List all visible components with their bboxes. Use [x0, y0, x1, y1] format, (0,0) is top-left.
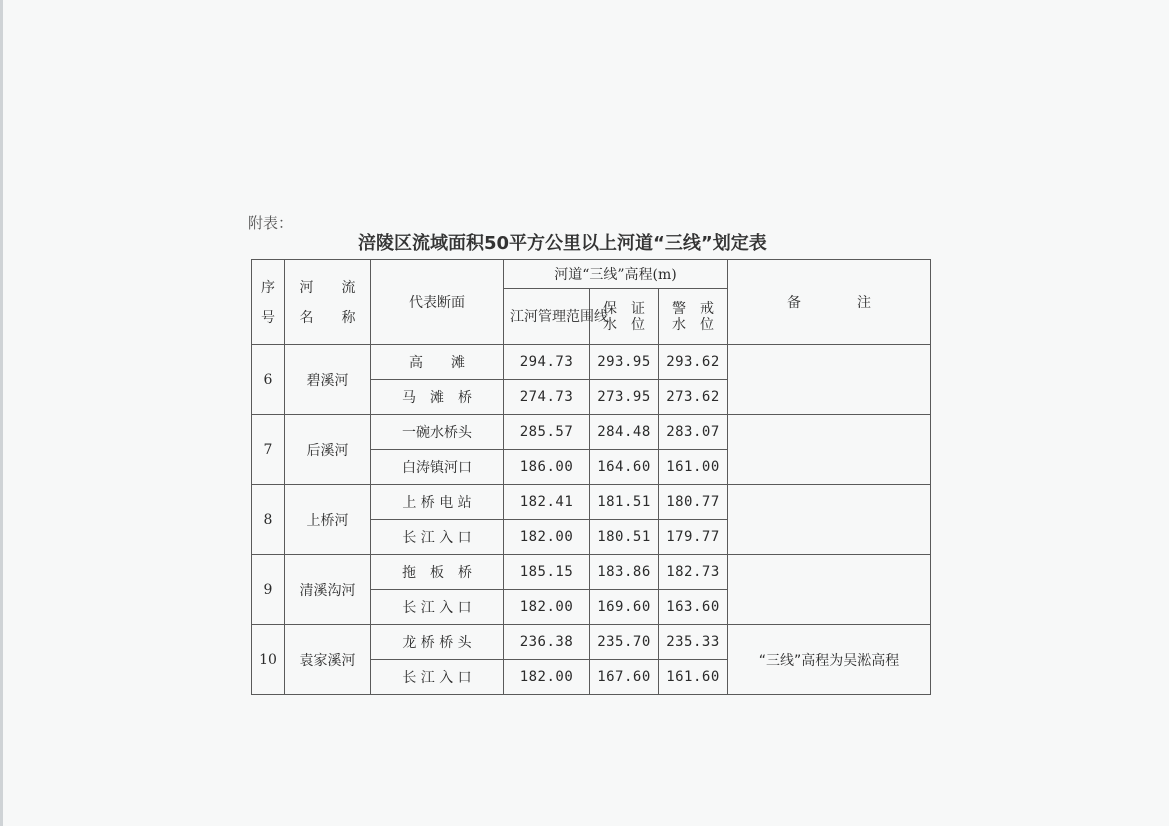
table-row	[252, 625, 931, 660]
section-cell: 龙 桥 桥 头	[371, 625, 504, 660]
page-edge	[0, 0, 3, 826]
mgmt-cell: 186.00	[504, 450, 590, 485]
mgmt-cell: 285.57	[504, 415, 590, 450]
table-title: 涪陵区流域面积50平方公里以上河道“三线”划定表	[358, 233, 767, 254]
warning-cell: 182.73	[659, 555, 728, 590]
warning-cell: 283.07	[659, 415, 728, 450]
warning-cell: 273.62	[659, 380, 728, 415]
guarantee-cell: 183.86	[590, 555, 659, 590]
table-row	[252, 345, 931, 380]
section-cell: 长 江 入 口	[371, 520, 504, 555]
guarantee-cell: 181.51	[590, 485, 659, 520]
seq-cell: 6	[252, 345, 285, 415]
section-cell: 长 江 入 口	[371, 590, 504, 625]
remark-cell	[728, 345, 931, 415]
mgmt-cell: 182.00	[504, 660, 590, 695]
header-mgmt: 江河管理范围线	[504, 289, 590, 345]
remark-cell	[728, 485, 931, 555]
guarantee-cell: 235.70	[590, 625, 659, 660]
header-seq	[252, 260, 285, 345]
remark-cell	[728, 415, 931, 485]
mgmt-cell: 182.00	[504, 520, 590, 555]
seq-cell: 10	[252, 625, 285, 695]
guarantee-cell: 169.60	[590, 590, 659, 625]
warning-cell: 163.60	[659, 590, 728, 625]
header-guarantee-1: 保 证	[603, 300, 645, 317]
warning-cell: 235.33	[659, 625, 728, 660]
header-seq-top: 序	[261, 280, 275, 296]
section-cell: 马 滩 桥	[371, 380, 504, 415]
remark-cell: “三线”高程为吴淞高程	[728, 625, 931, 695]
header-river-top: 河 流	[299, 280, 356, 296]
header-warning-2: 水 位	[672, 316, 714, 333]
header-warning-1: 警 戒	[672, 300, 714, 317]
header-group: 河道“三线”高程(m)	[504, 260, 728, 289]
river-name-cell: 碧溪河	[285, 345, 371, 415]
warning-cell: 293.62	[659, 345, 728, 380]
mgmt-cell: 236.38	[504, 625, 590, 660]
warning-cell: 180.77	[659, 485, 728, 520]
seq-cell: 9	[252, 555, 285, 625]
header-remark: 备 注	[728, 260, 931, 345]
section-cell: 上 桥 电 站	[371, 485, 504, 520]
section-cell: 高 滩	[371, 345, 504, 380]
guarantee-cell: 293.95	[590, 345, 659, 380]
river-name-cell: 上桥河	[285, 485, 371, 555]
mgmt-cell: 182.00	[504, 590, 590, 625]
section-cell: 白涛镇河口	[371, 450, 504, 485]
mgmt-cell: 182.41	[504, 485, 590, 520]
header-river-bottom: 名 称	[299, 310, 356, 326]
warning-cell: 161.00	[659, 450, 728, 485]
mgmt-cell: 294.73	[504, 345, 590, 380]
warning-cell: 179.77	[659, 520, 728, 555]
guarantee-cell: 284.48	[590, 415, 659, 450]
section-cell: 拖 板 桥	[371, 555, 504, 590]
guarantee-cell: 273.95	[590, 380, 659, 415]
river-name-cell: 袁家溪河	[285, 625, 371, 695]
header-section: 代表断面	[371, 260, 504, 345]
table-row	[252, 555, 931, 590]
river-name-cell: 后溪河	[285, 415, 371, 485]
river-name-cell: 清溪沟河	[285, 555, 371, 625]
section-cell: 长 江 入 口	[371, 660, 504, 695]
caption: 附表：	[248, 214, 294, 232]
mgmt-cell: 185.15	[504, 555, 590, 590]
elevation-table	[251, 259, 931, 695]
header-guarantee-2: 水 位	[603, 316, 645, 333]
remark-cell	[728, 555, 931, 625]
header-river	[285, 260, 371, 345]
header-seq-bottom: 号	[261, 310, 275, 326]
guarantee-cell: 180.51	[590, 520, 659, 555]
seq-cell: 8	[252, 485, 285, 555]
header-warning	[659, 289, 728, 345]
table-row	[252, 485, 931, 520]
seq-cell: 7	[252, 415, 285, 485]
warning-cell: 161.60	[659, 660, 728, 695]
guarantee-cell: 167.60	[590, 660, 659, 695]
mgmt-cell: 274.73	[504, 380, 590, 415]
guarantee-cell: 164.60	[590, 450, 659, 485]
table-row	[252, 415, 931, 450]
section-cell: 一碗水桥头	[371, 415, 504, 450]
